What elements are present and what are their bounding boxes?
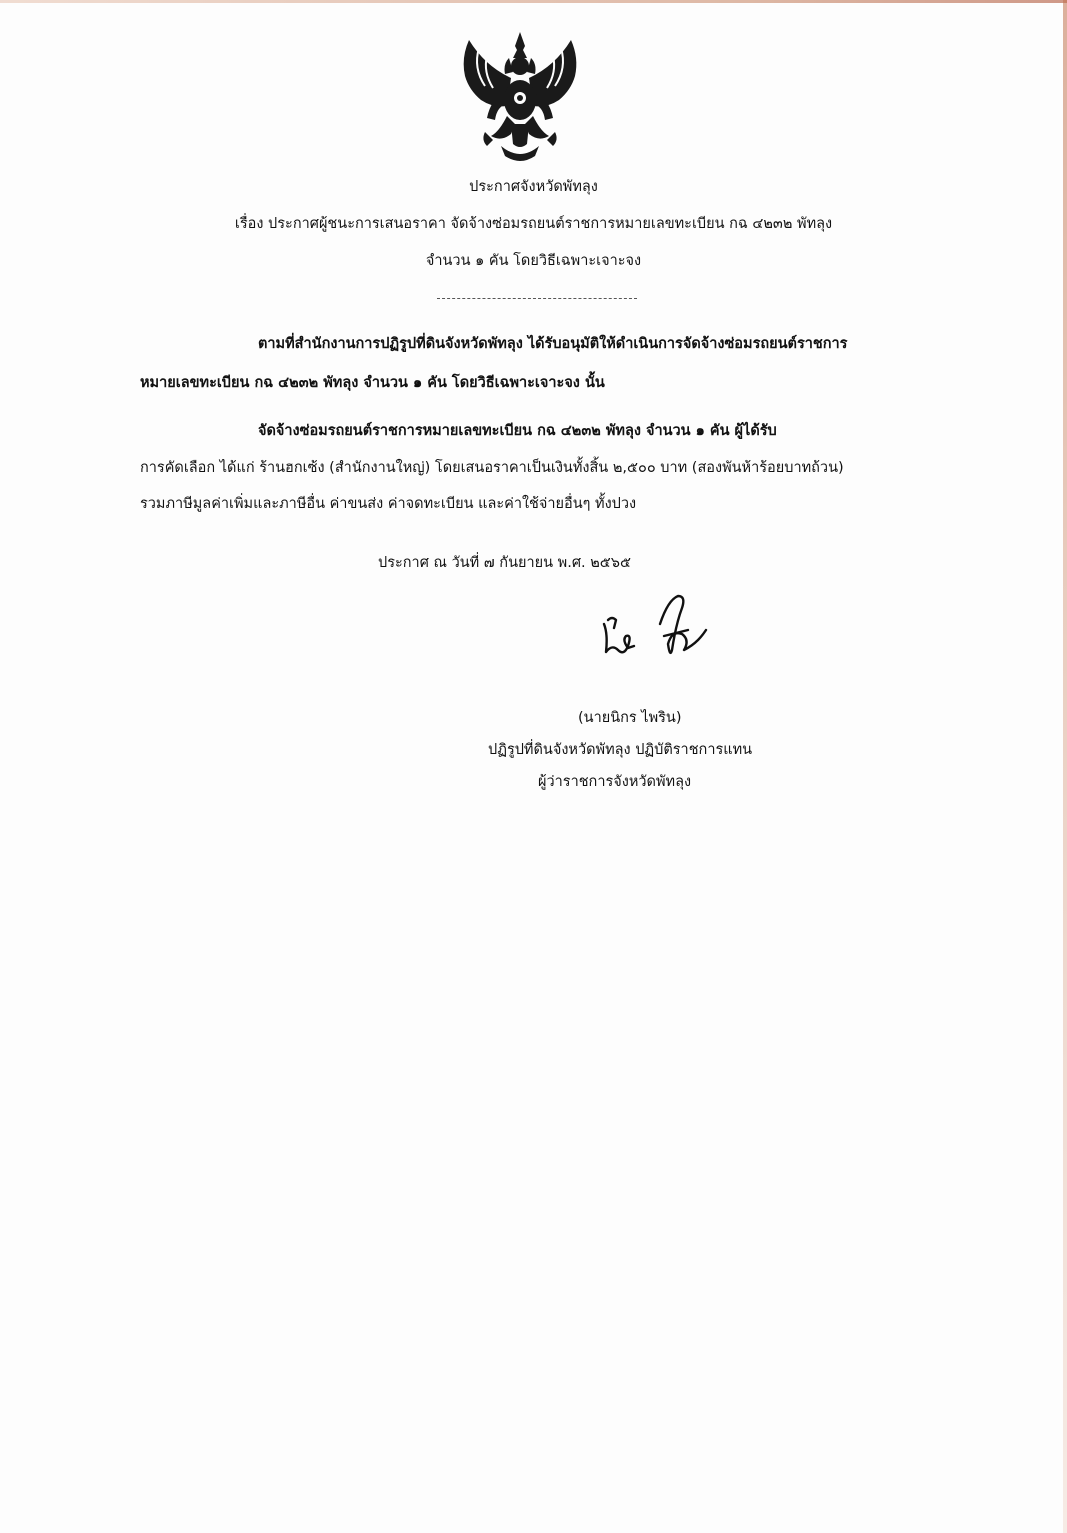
signer-title-1: ปฏิรูปที่ดินจังหวัดพัทลุง ปฏิบัติราชการแทน <box>488 742 753 758</box>
document-heading: ประกาศจังหวัดพัทลุง <box>469 179 598 195</box>
paragraph-2-line-2: การคัดเลือก ได้แก่ ร้านฮกเซ้ง (สำนักงานใหญ่) โดยเสนอราคาเป็นเงินทั้งสิ้น ๒,๕๐๐ บาท (สองพันห้าร้อยบาทถ้วน) <box>140 460 844 476</box>
garuda-emblem-icon <box>455 28 585 166</box>
subject-line-2: จำนวน ๑ คัน โดยวิธีเฉพาะเจาะจง <box>425 253 642 269</box>
signer-title-2: ผู้ว่าราชการจังหวัดพัทลุง <box>538 774 692 790</box>
paragraph-2-line-1: จัดจ้างซ่อมรถยนต์ราชการหมายเลขทะเบียน กฉ ๔๒๓๒ พัทลุง จำนวน ๑ คัน ผู้ได้รับ <box>258 423 777 439</box>
subject-line-1: เรื่อง ประกาศผู้ชนะการเสนอราคา จัดจ้างซ่อมรถยนต์ราชการหมายเลขทะเบียน กฉ ๔๒๓๒ พัทลุง <box>234 216 833 232</box>
page-edge-top <box>0 0 1067 3</box>
paragraph-2-line-3: รวมภาษีมูลค่าเพิ่มและภาษีอื่น ค่าขนส่ง ค่าจดทะเบียน และค่าใช้จ่ายอื่นๆ ทั้งปวง <box>140 496 637 512</box>
signer-name: (นายนิกร ไพริน) <box>578 710 682 726</box>
paragraph-1-line-2: หมายเลขทะเบียน กฉ ๔๒๓๒ พัทลุง จำนวน ๑ คัน โดยวิธีเฉพาะเจาะจง นั้น <box>140 375 605 391</box>
date-line: ประกาศ ณ วันที่ ๗ กันยายน พ.ศ. ๒๕๖๕ <box>378 555 631 571</box>
paragraph-1-line-1: ตามที่สำนักงานการปฏิรูปที่ดินจังหวัดพัทลุง ได้รับอนุมัติให้ดำเนินการจัดจ้างซ่อมรถยนต์ราชการ <box>258 336 848 352</box>
divider-line <box>437 298 637 299</box>
handwritten-signature <box>598 590 718 670</box>
